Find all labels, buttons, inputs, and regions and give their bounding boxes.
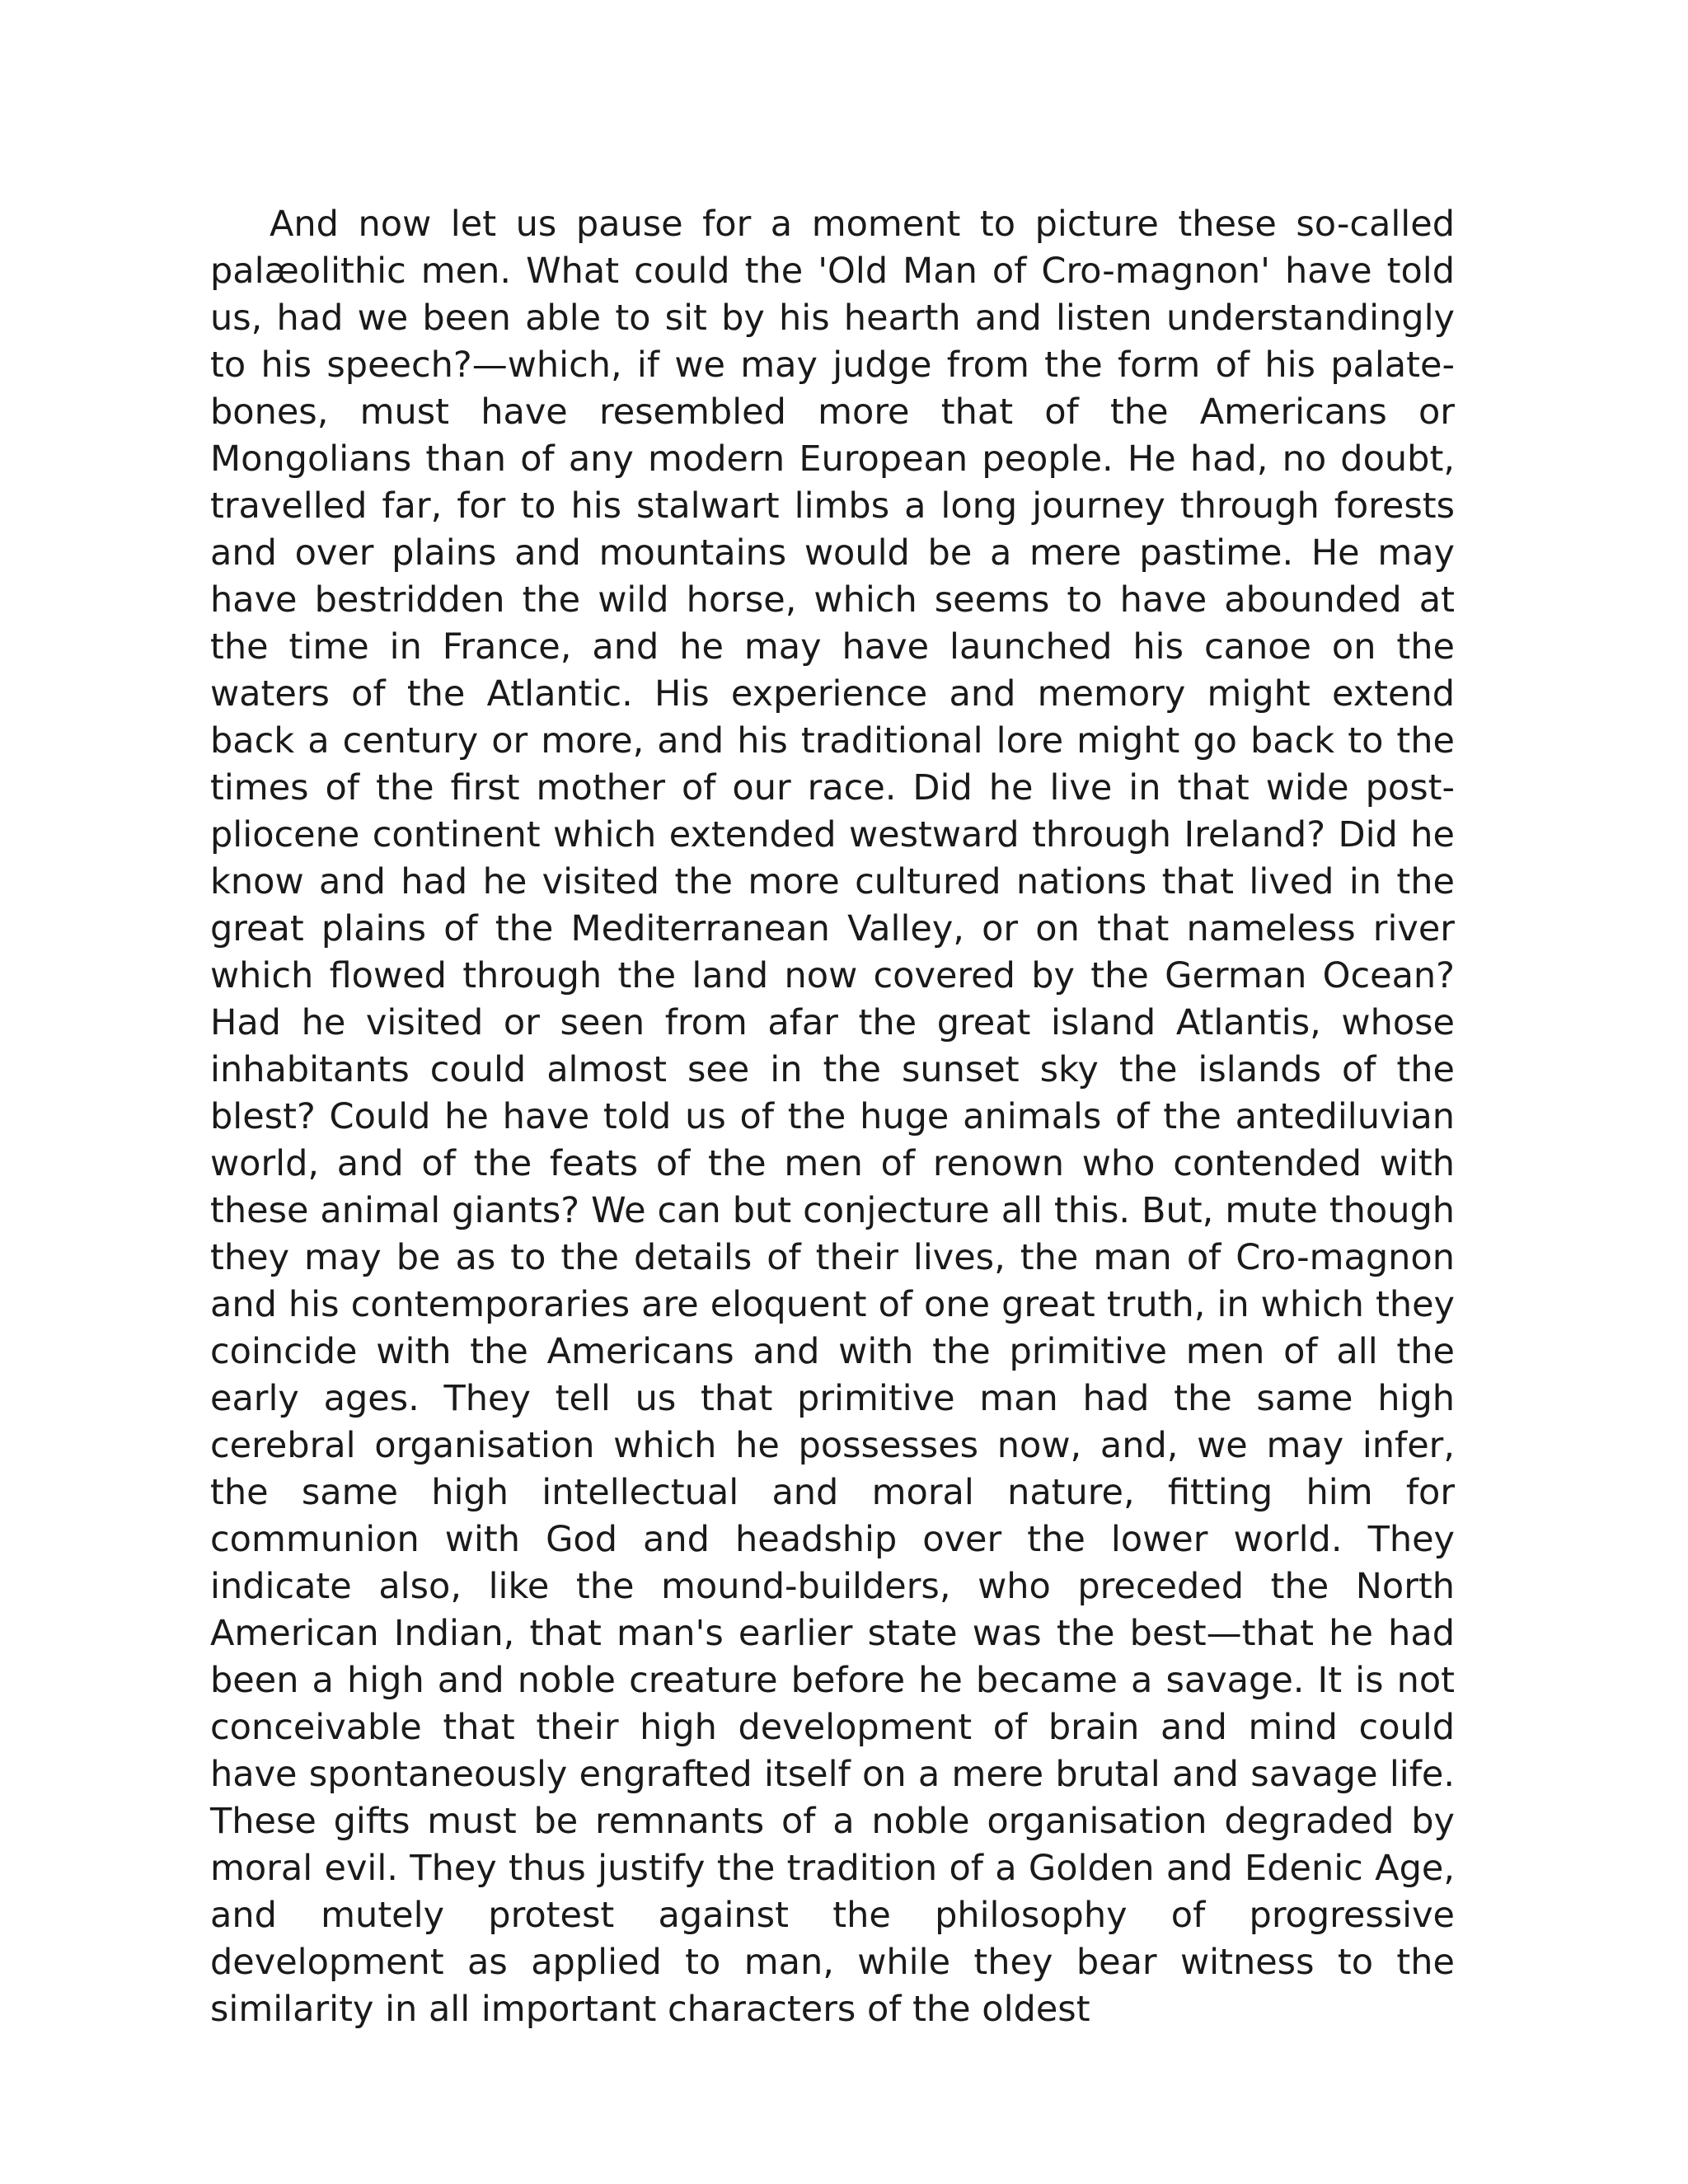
body-paragraph: And now let us pause for a moment to picture these so-called palæolithic men. What could the 'Old Man of Cro-magnon' have told us, had we been able to sit by his hearth and listen understandingly to his speech?—which, if we may judge from the form of his palate-bones, must have resembled more that of the Americans or Mongolians than of any modern European people. He had, no doubt, travelled far, for to his stalwart limbs a long journey through forests and over plains and mountains would be a mere pastime. He may have bestridden the wild horse, which seems to have abounded at the time in France, and he may have launched his canoe on the waters of the Atlantic. His experience and memory might extend back a century or more, and his traditional lore might go back to the times of the first mother of our race. Did he live in that wide post-pliocene continent which extended westward through Ireland? Did he know and had he visited the more cultured nations that lived in the great plains of the Mediterranean Valley, or on that nameless river which flowed through the land now covered by the German Ocean? Had he visited or seen from afar the great island Atlantis, whose inhabitants could almost see in the sunset sky the islands of the blest? Could he have told us of the huge animals of the antediluvian world, and of the feats of the men of renown who contended with these animal giants? We can but conjecture all this. But, mute though they may be as to the details of their lives, the man of Cro-magnon and his contemporaries are eloquent of one great truth, in which they coincide with the Americans and with the primitive men of all the early ages. They tell us that primitive man had the same high cerebral organisation which he possesses now, and, we may infer, the same high intellectual and moral nature, fitting him for communion with God and headship over the lower world. They indicate also, like the mound-builders, who preceded the North American Indian, that man's earlier state was the best—that he had been a high and noble creature before he became a savage. It is not conceivable that their high development of brain and mind could have spontaneously engrafted itself on a mere brutal and savage life. These gifts must be remnants of a noble organisation degraded by moral evil. They thus justify the tradition of a Golden and Edenic Age, and mutely protest against the philosophy of progressive development as applied to man, while they bear witness to the similarity in all important characters of the oldest: [210, 204, 1455, 2030]
document-page: [210, 0, 1455, 2184]
